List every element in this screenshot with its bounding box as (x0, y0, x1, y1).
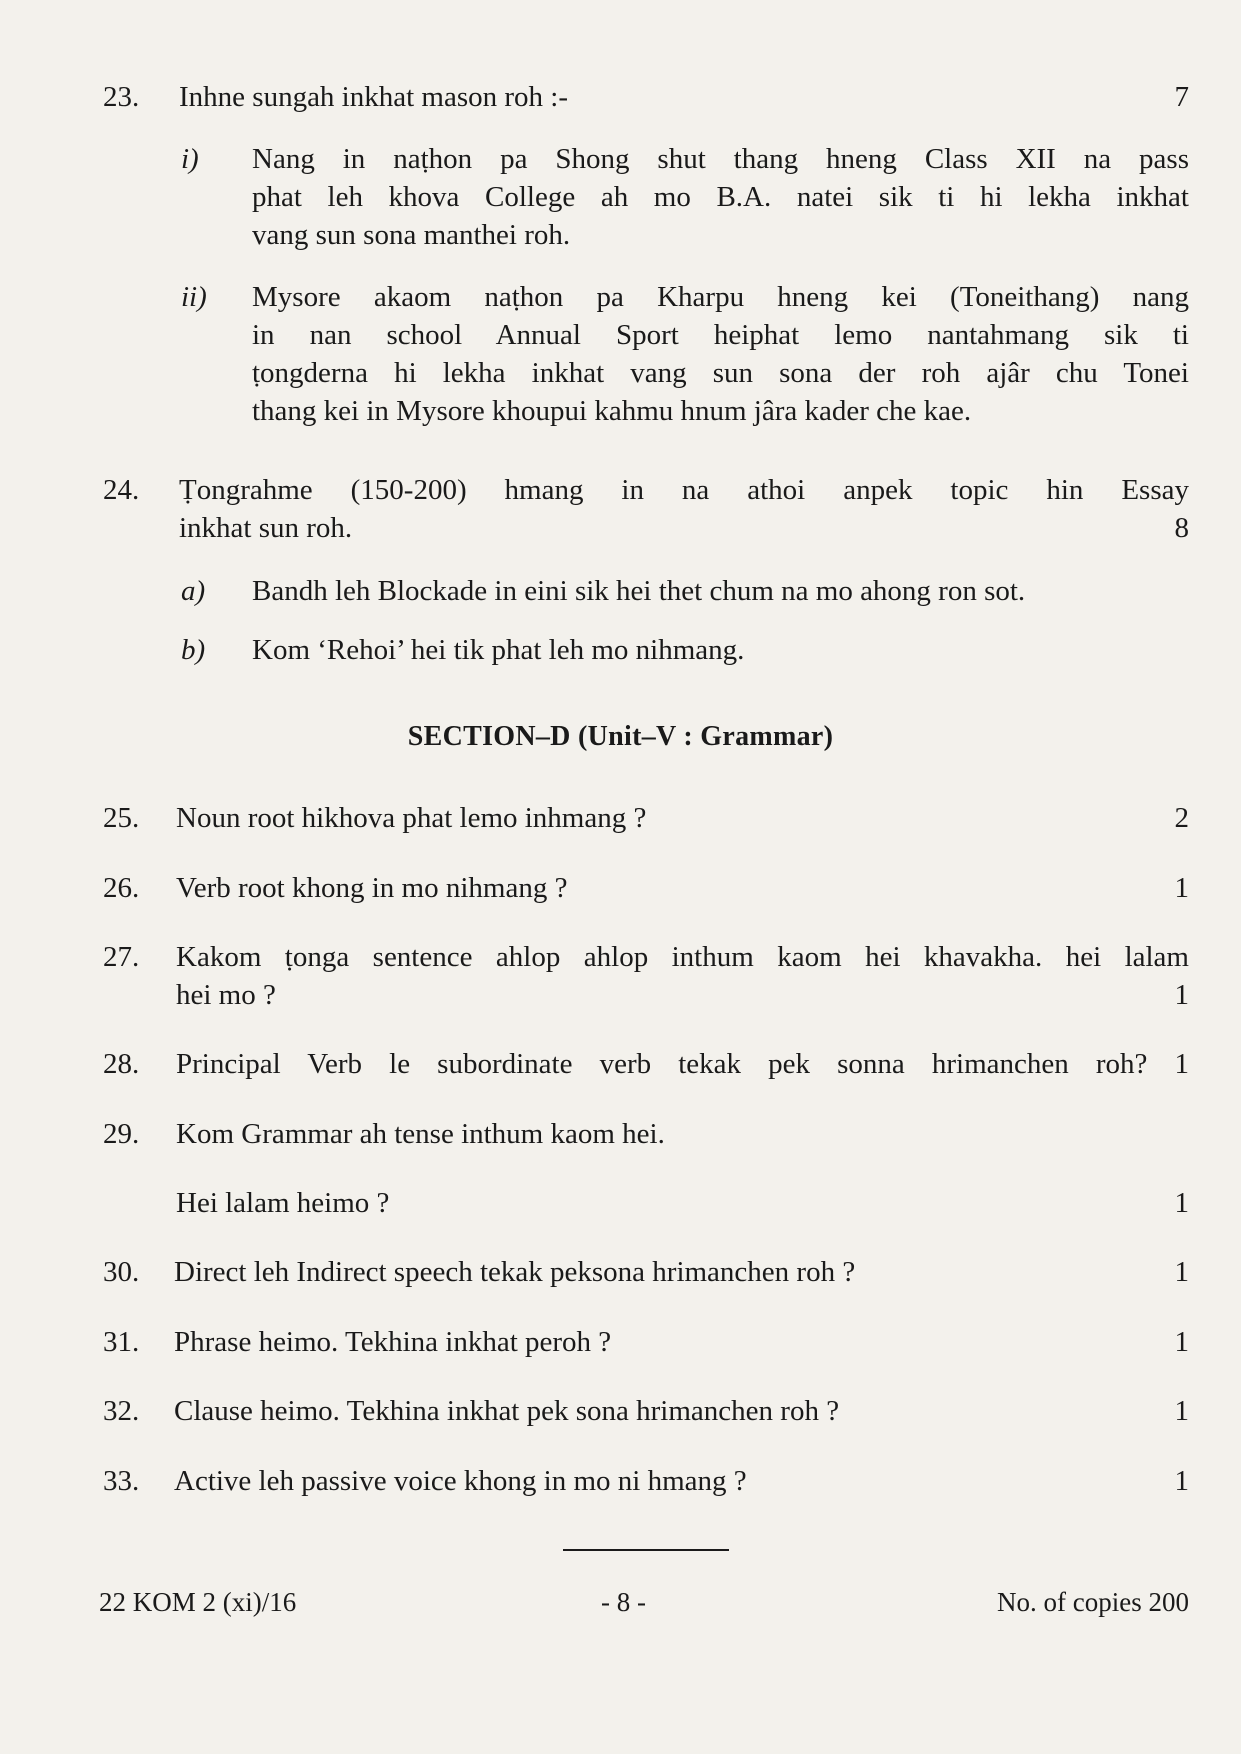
q29-number: 29. (103, 1118, 140, 1150)
q28-number: 28. (103, 1048, 140, 1080)
q24-marks: 8 (1174, 512, 1189, 544)
q27-line-1: Kakom ṭonga sentence ahlop ahlop inthum kaom hei khavakha. hei lalam (176, 941, 1189, 973)
q23-sub-ii-line-3: ṭongderna hi lekha inkhat vang sun sona der roh ajâr chu Tonei (252, 357, 1189, 389)
q32-text: Clause heimo. Tekhina inkhat pek sona hrimanchen roh ? (174, 1395, 840, 1427)
q30-number: 30. (103, 1256, 140, 1288)
q33-number: 33. (103, 1465, 140, 1497)
q32-number: 32. (103, 1395, 140, 1427)
footer-copies: No. of copies 200 (997, 1587, 1189, 1617)
q29-line-1: Kom Grammar ah tense inthum kaom hei. (176, 1118, 665, 1150)
q31-number: 31. (103, 1326, 140, 1358)
section-d-heading: SECTION–D (Unit–V : Grammar) (407, 721, 834, 752)
q24-number: 24. (103, 474, 140, 506)
q32-marks: 1 (1174, 1395, 1189, 1427)
q23-sub-ii-line-1: Mysore akaom naṭhon pa Kharpu hneng kei (Toneithang) nang (252, 281, 1189, 313)
q30-marks: 1 (1174, 1256, 1189, 1288)
q24-option-b-text: Kom ‘Rehoi’ hei tik phat leh mo nihmang. (252, 634, 745, 666)
q25-number: 25. (103, 802, 140, 834)
q25-marks: 2 (1174, 802, 1189, 834)
q23-sub-ii-line-2: in nan school Annual Sport heiphat lemo nantahmang sik ti (252, 319, 1189, 351)
q23-text: Inhne sungah inkhat mason roh :- (179, 81, 569, 113)
q26-marks: 1 (1174, 872, 1189, 904)
q23-sub-ii-line-4: thang kei in Mysore khoupui kahmu hnum jâra kader che kae. (252, 395, 972, 427)
q23-sub-i-line-3: vang sun sona manthei roh. (252, 219, 571, 251)
q27-marks: 1 (1174, 979, 1189, 1011)
q24-line-1: Ṭongrahme (150-200) hmang in na athoi anpek topic hin Essay (179, 474, 1189, 506)
q29-line-2: Hei lalam heimo ? (176, 1187, 390, 1219)
q24-line-2: inkhat sun roh. (179, 512, 353, 544)
q26-number: 26. (103, 872, 140, 904)
q23-number: 23. (103, 81, 140, 113)
q23-sub-i-label: i) (181, 143, 199, 175)
q31-marks: 1 (1174, 1326, 1189, 1358)
footer-paper-code: 22 KOM 2 (xi)/16 (99, 1587, 297, 1617)
q23-sub-i-line-1: Nang in naṭhon pa Shong shut thang hneng Class XII na pass (252, 143, 1189, 175)
q23-sub-i-line-2: phat leh khova College ah mo B.A. natei sik ti hi lekha inkhat (252, 181, 1189, 213)
q26-text: Verb root khong in mo nihmang ? (176, 872, 568, 904)
q28-text: Principal Verb le subordinate verb tekak pek sonna hrimanchen roh? 1 (176, 1048, 1189, 1080)
q24-option-a-label: a) (181, 575, 206, 607)
q29-marks: 1 (1174, 1187, 1189, 1219)
end-of-paper-rule (563, 1549, 729, 1551)
q23-marks: 7 (1174, 81, 1189, 113)
q25-text: Noun root hikhova phat lemo inhmang ? (176, 802, 647, 834)
q33-text: Active leh passive voice khong in mo ni hmang ? (174, 1465, 747, 1497)
q27-number: 27. (103, 941, 140, 973)
q27-line-2: hei mo ? (176, 979, 276, 1011)
footer-page-number: - 8 - (601, 1587, 646, 1617)
q23-sub-ii-label: ii) (181, 281, 207, 313)
q24-option-b-label: b) (181, 634, 206, 666)
q33-marks: 1 (1174, 1465, 1189, 1497)
q24-option-a-text: Bandh leh Blockade in eini sik hei thet chum na mo ahong ron sot. (252, 575, 1026, 607)
q30-text: Direct leh Indirect speech tekak peksona hrimanchen roh ? (174, 1256, 856, 1288)
q31-text: Phrase heimo. Tekhina inkhat peroh ? (174, 1326, 612, 1358)
